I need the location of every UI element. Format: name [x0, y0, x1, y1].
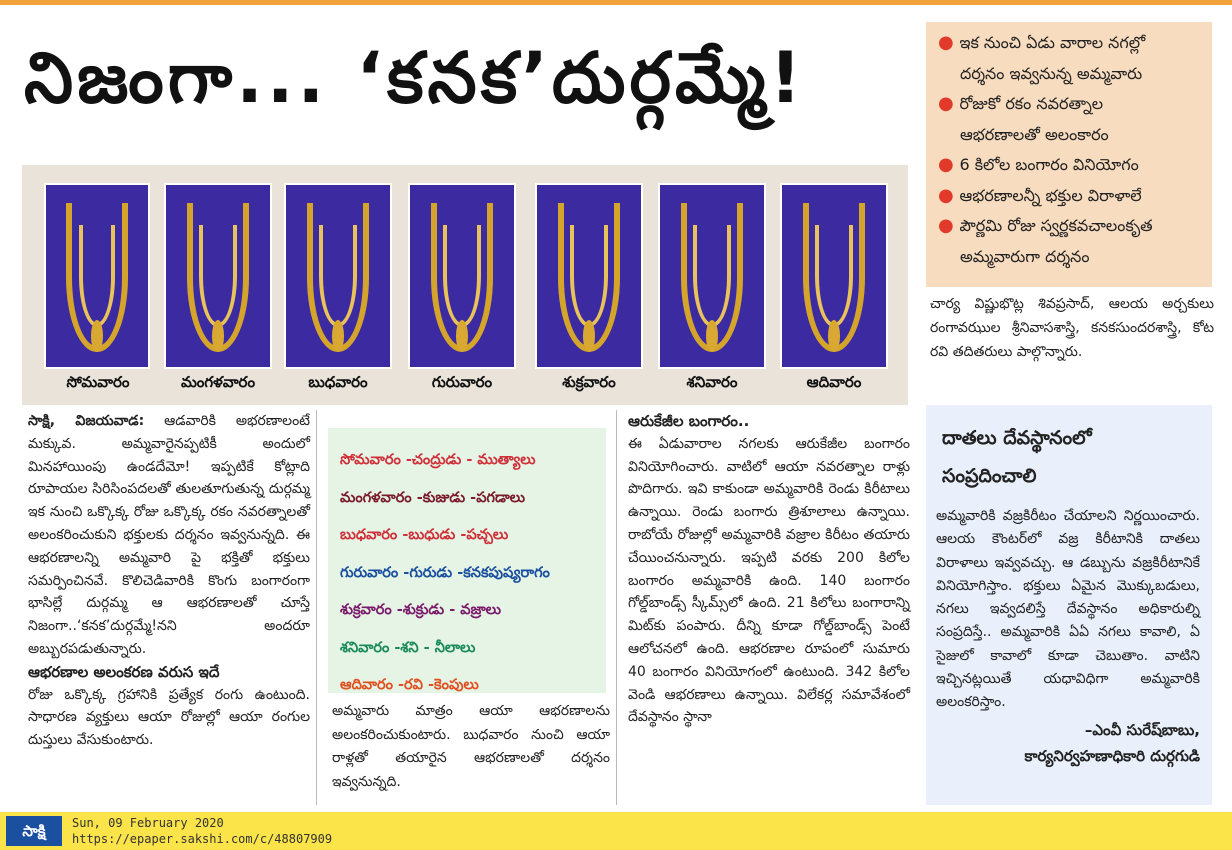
photo-label: మంగళవారం [180, 373, 256, 391]
highlight-item: ● ఆభరణాలన్నీ భక్తుల విరాళాలే [938, 184, 1142, 206]
donors-box-body: అమ్మవారికి వజ్రకిరీటం చేయాలని నిర్ణయించారు. ఆలయ కౌంటర్‌లో వజ్ర కిరీటానికి దాతలు విరాళాలు ఇవ్వవచ్చు. ఆ డబ్బును వజ్రకిరీటానికే వినియోగిస్తాం. భక్తులు ఏమైన మొక్కుబడులు, నగలు ఇవ్వదలిస్తే దేవస్థానం అధికారుల్ని సంప్రదిస్తే.. అమ్మవారికి ఏఏ నగలు కావాలి, ఏ సైజులో కావాలో కూడా చెబుతాం. వాటిని ఇచ్చినట్లయితే యధావిధిగా అమ్మవారికి అలంకరిస్తాం. [936, 508, 1200, 711]
footer-url[interactable]: https://epaper.sakshi.com/c/48807909 [72, 832, 333, 846]
photo-label: శుక్రవారం [562, 373, 616, 391]
jewellery-photo [164, 183, 272, 369]
weekday-row: గురువారం -గురుడు -కనకపుష్యరాగం [340, 564, 550, 581]
headline: నిజంగా... ‘కనక’దుర్గమ్మే! [24, 37, 806, 119]
top-accent-bar [0, 0, 1232, 5]
jewellery-photo [44, 183, 150, 369]
highlight-item: ● ఇక నుంచి ఏడు వారాల నగల్లో దర్శనం ఇవ్వనున్న అమ్మవారు [938, 32, 1146, 83]
weekday-row: బుధవారం -బుధుడు -పచ్చలు [340, 527, 509, 543]
jewellery-photo-panel [22, 165, 908, 405]
quote-attribution: –ఎంవీ సురేష్‌బాబు, కార్యనిర్వహణాధికారి దుర్గగుడి [1024, 720, 1200, 765]
donors-box [926, 405, 1212, 805]
article-continuation: చార్య విష్ణుభొట్ల శివప్రసాద్, ఆలయ అర్చకులు రంగావఝుల శ్రీనివాసశాస్త్రి, కనకసుందరశాస్త్రి, కోట రవి తదితరులు పాల్గొన్నారు. [930, 296, 1214, 360]
highlight-item: ● 6 కిలోల బంగారం వినియోగం [938, 154, 1139, 175]
column-divider [616, 410, 617, 805]
footer-date: Sun, 09 February 2020 [72, 816, 224, 830]
footer-bar [0, 812, 1232, 850]
highlights-box [926, 22, 1212, 287]
article-paragraph: రోజు ఒక్కొక్క గ్రహానికి ప్రత్యేక రంగు ఉంటుంది. సాధారణ వ్యక్తులు ఆయా రోజుల్లో ఆయా రంగుల దుస్తులు వేసుకుంటారు. [28, 686, 310, 749]
weekday-row: శనివారం -శని - నీలాలు [340, 639, 476, 656]
article-paragraph: సాక్షి, విజయవాడ: ఆడవారికి అభరణాలంటే మక్కువ. అమ్మవారైనప్పటికీ అందులో మినహాయింపు ఉండదేమో! ఇప్పటికే కోట్లాది రూపాయల సిరిసింపదలతో తులతూగుతున్న దుర్గమ్మ ఇక నుంచి ఒక్కొక్క రోజు ఒక్కొక్క రకం నవరత్నాలతో అలంకరించుకుని భక్తులకు దర్శనం ఇవ్వనున్నది. ఈ ఆభరణాలన్ని అమ్మవారి పై భక్తితో భక్తులు సమర్పించినవే. కొలిచెడివారికి కొంగు బంగారంగా భాసిల్లే దుర్గమ్మ ఆ ఆభరణాలతో చూస్తే నిజంగా..‘కనక’దుర్గమ్మే!నని అందరూ అబ్బురపడుతున్నారు. [28, 413, 310, 657]
article-column-2: అమ్మవారు మాత్రం ఆయా ఆభరణాలను అలంకరించుకుంటారు. బుధవారం నుంచి ఆయా రాళ్లతో తయారైన ఆభరణాలతో దర్శనం ఇవ్వనున్నది. [332, 703, 610, 790]
jewellery-photo [535, 183, 643, 369]
weekday-row: సోమవారం -చంద్రుడు - ముత్యాలు [340, 452, 536, 468]
photo-label: సోమవారం [66, 373, 130, 391]
jewellery-photo [658, 183, 766, 369]
weekday-row: ఆదివారం -రవి -కెంపులు [340, 677, 479, 693]
weekday-row: శుక్రవారం -శుక్రుడు - వజ్రాలు [340, 602, 502, 618]
weekday-gem-table [328, 428, 606, 693]
article-subheading: ఆభరణాల అలంకరణ వరుస ఇదే [28, 662, 220, 681]
article-column-1 [28, 410, 310, 752]
photo-label: శనివారం [686, 373, 738, 391]
jewellery-photo [408, 183, 516, 369]
photo-label: ఆదివారం [806, 373, 862, 391]
article-subheading: ఆరుకేజీల బంగారం.. [628, 412, 750, 430]
sakshi-logo: సాక్షి [6, 816, 62, 846]
photo-label: గురువారం [431, 373, 493, 391]
footer-info [72, 815, 332, 847]
jewellery-photo [284, 183, 392, 369]
weekday-row: మంగళవారం -కుజుడు -పగడాలు [340, 489, 526, 506]
column-divider [316, 410, 317, 805]
photo-label: బుధవారం [308, 373, 368, 391]
jewellery-photo [780, 183, 888, 369]
highlight-item: ● రోజుకో రకం నవరత్నాల ఆభరణాలతో అలంకారం [938, 93, 1109, 144]
highlight-item: ● పౌర్ణమి రోజు స్వర్ణకవచాలంకృత అమ్మవారుగా దర్శనం [938, 215, 1153, 266]
article-paragraph: ఈ ఏడువారాల నగలకు ఆరుకేజీల బంగారం వినియోగించారు. వాటిలో ఆయా నవరత్నాల రాళ్లు పొదిగారు. ఇవి కాకుండా అమ్మవారికి రెండు కిరీటాలు ఉన్నాయి. రెండు బంగారు త్రిశూలాలు ఉన్నాయి. రాబోయే రోజుల్లో అమ్మవారికి వజ్రాల కిరీటం తయారు చేయించనున్నారు. ఇప్పటి వరకు 200 కిలోల బంగారం అమ్మవారికి ఉంది. 140 బంగారం గోల్డ్‌బాండ్స్ స్కీమ్స్‌లో ఉంది. 21 కిలోలు బంగారాన్ని మిట్‌కు పంపారు. దీన్ని కూడా గోల్డ్‌బాండ్స్ పెంటే ఆలోచనలో ఉంది. ఆభరణాల రూపంలో సుమారు 40 బంగారం వినియోగంలో ఉంటుంది. 342 కిలోల వెండి ఆభరణాలు ఉన్నాయి. విలేకర్ల సమావేశంలో దేవస్థానం స్థానా [628, 435, 910, 726]
article-column-3 [628, 410, 910, 729]
donors-box-title: దాతలు దేవస్థానంలో సంప్రదించాలి [942, 427, 1092, 487]
